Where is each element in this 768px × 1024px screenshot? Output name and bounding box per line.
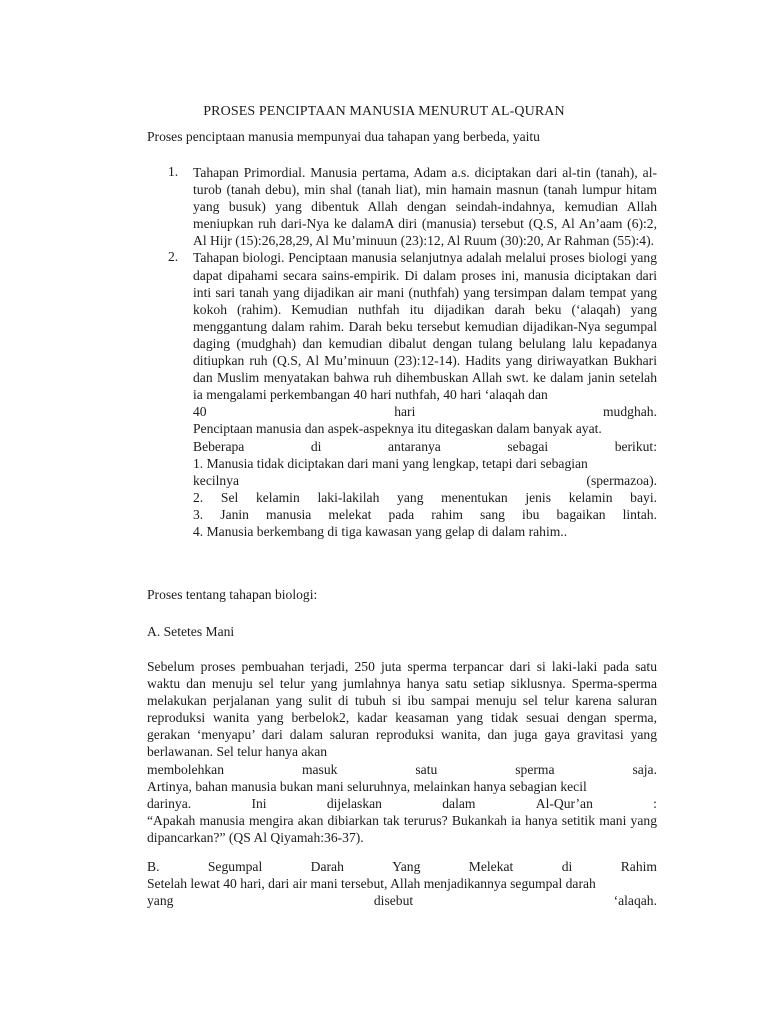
section-intro: Proses tentang tahapan biologi: <box>147 587 318 602</box>
section-a-heading: A. Setetes Mani <box>147 624 235 639</box>
text-line: 4. Manusia berkembang di tiga kawasan yang gelap di dalam rahim.. <box>193 523 568 539</box>
stages-list <box>147 164 657 540</box>
section-a-body <box>147 658 657 846</box>
justified-line: yang disebut ‘alaqah. <box>147 893 657 909</box>
section-b-body <box>147 858 657 909</box>
text-line: 1. Manusia tidak diciptakan dari mani yang lengkap, tetapi dari sebagian <box>193 455 588 471</box>
paragraph: Sebelum proses pembuahan terjadi, 250 juta sperma terpancar dari si laki-laki pada satu waktu dan menuju sel telur yang jumlahnya hanya satu setiap siklusnya. Sperma-sperma melakukan perjalanan yang sulit di tubuh si ibu sampai menuju sel telur karena saluran reproduksi wanita yang berbelok2, kadar keasaman yang tidak sesuai dengan sperma, gerakan ‘menyapu’ dari dalam saluran reproduksi wanita, dan juga gaya gravitasi yang berlawanan. Sel telur hanya akan <box>147 659 657 760</box>
text-line: Setelah lewat 40 hari, dari air mani tersebut, Allah menjadikannya segumpal darah <box>147 876 596 892</box>
text-line: Artinya, bahan manusia bukan mani seluruhnya, melainkan hanya sebagian kecil <box>147 778 587 794</box>
justified-line: darinya. Ini dijelaskan dalam Al-Qur’an : <box>147 795 657 811</box>
section-b-heading: B. Segumpal Darah Yang Melekat di Rahim <box>147 859 657 874</box>
quote: “Apakah manusia mengira akan dibiarkan tak terurus? Bukankah ia hanya setitik mani yang dipancarkan?” (QS Al Qiyamah:36-37). <box>147 812 657 845</box>
text-line: 2. Sel kelamin laki-lakilah yang menentukan jenis kelamin bayi. <box>193 489 657 505</box>
list-item-label: Tahapan Primordial <box>193 165 302 180</box>
justified-line: Beberapa di antaranya sebagai berikut: <box>193 438 657 454</box>
list-number: 1. <box>168 164 179 179</box>
list-item-text: Tahapan Primordial. Manusia pertama, Adam a.s. diciptakan dari al-tin (tanah), al-turob (tanah debu), min shal (tanah liat), min hamain masnun (tanah lumpur hitam yang busuk) yang dibentuk Allah dengan seindah-indahnya, kemudian Allah meniupkan ruh dari-Nya ke dalamA diri (manusia) tersebut (Q.S, Al An’aam (6):2, Al Hijr (15):26,28,29, Al Mu’minuun (23):12, Al Ruum (30):20, Ar Rahman (55):4). <box>193 165 658 249</box>
list-item <box>147 164 657 249</box>
justified-line: 40 hari mudghah. <box>193 404 657 420</box>
list-item-text: Tahapan biologi. Penciptaan manusia selanjutnya adalah melalui proses biologi yang dapat dipahami secara sains-empirik. Di dalam proses ini, manusia diciptakan dari inti sari tanah yang dijadikan air mani (nuthfah) yang tersimpan dalam tempat yang kokoh (rahim). Kemudian nuthfah itu dijadikan darah beku (‘alaqah) yang menggantung dalam rahim. Darah beku tersebut kemudian dijadikan-Nya segumpal daging (mudghah) dan kemudian dibalut dengan tulang belulang lalu kepadanya ditiupkan ruh (Q.S, Al Mu’minuun (23):12-14). Hadits yang diriwayatkan Bukhari dan Muslim menyatakan bahwa ruh dihembuskan Allah swt. ke dalam janin setelah ia mengalami perkembangan 40 hari nuthfah, 40 hari ‘alaqah dan <box>193 250 657 403</box>
text-line: Penciptaan manusia dan aspek-aspeknya itu ditegaskan dalam banyak ayat. <box>193 421 602 437</box>
justified-line: membolehkan masuk satu sperma saja. <box>147 761 657 777</box>
text-line: 3. Janin manusia melekat pada rahim sang ibu bagaikan lintah. <box>193 506 657 522</box>
justified-line: kecilnya (spermazoa). <box>193 472 657 488</box>
list-number: 2. <box>168 249 179 265</box>
document-title: PROSES PENCIPTAAN MANUSIA MENURUT AL-QURAN <box>203 104 565 119</box>
list-item <box>147 249 657 540</box>
intro-text: Proses penciptaan manusia mempunyai dua tahapan yang berbeda, yaitu <box>147 129 540 144</box>
